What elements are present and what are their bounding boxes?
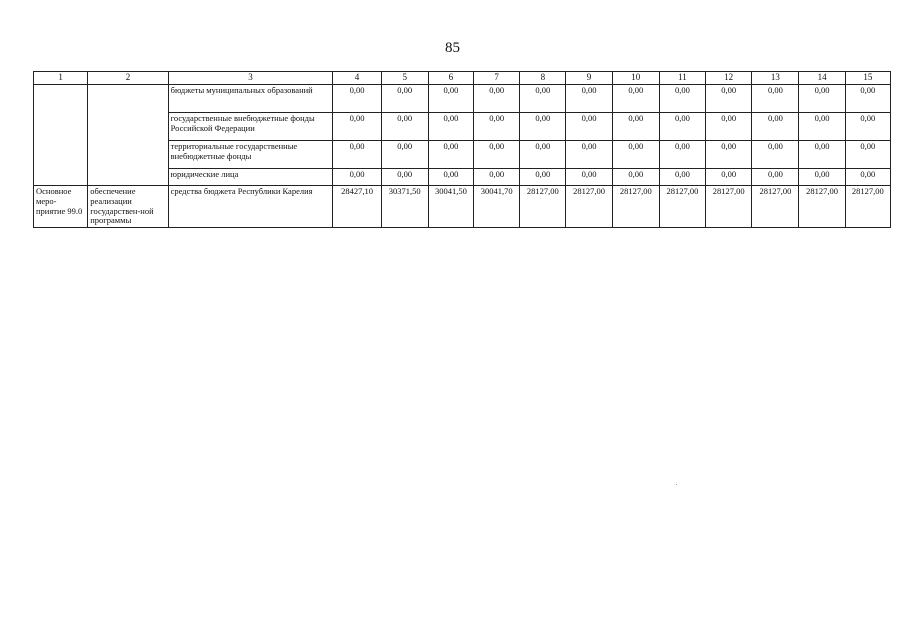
value-cell: 0,00	[520, 85, 566, 113]
header-cell: 1	[34, 72, 88, 85]
value-cell: 0,00	[659, 85, 705, 113]
value-cell: 0,00	[706, 85, 752, 113]
value-cell: 0,00	[845, 169, 890, 186]
value-cell: 0,00	[566, 141, 612, 169]
header-cell: 2	[88, 72, 168, 85]
value-cell: 0,00	[333, 85, 381, 113]
value-cell: 0,00	[474, 113, 520, 141]
value-cell: 30371,50	[381, 186, 428, 228]
value-cell: 0,00	[612, 113, 659, 141]
value-cell: 0,00	[474, 169, 520, 186]
value-cell: 0,00	[845, 141, 890, 169]
header-row	[34, 72, 891, 85]
value-cell: 0,00	[566, 113, 612, 141]
value-cell: 0,00	[381, 169, 428, 186]
table-row	[34, 186, 891, 228]
value-cell: 0,00	[381, 113, 428, 141]
value-cell: 0,00	[474, 85, 520, 113]
value-cell: 0,00	[706, 169, 752, 186]
header-cell: 10	[612, 72, 659, 85]
value-cell: 0,00	[428, 141, 473, 169]
value-cell: 30041,50	[428, 186, 473, 228]
header-cell: 7	[474, 72, 520, 85]
value-cell: 0,00	[520, 141, 566, 169]
value-cell: 28127,00	[659, 186, 705, 228]
activity-description: обеспечение реализации государствен-ной программы	[88, 186, 168, 228]
header-cell: 11	[659, 72, 705, 85]
page-number: 85	[445, 40, 460, 56]
value-cell: 28127,00	[752, 186, 799, 228]
funding-source-label: территориальные государственные внебюджетные фонды	[168, 141, 333, 169]
funding-source-label: государственные внебюджетные фонды Российской Федерации	[168, 113, 333, 141]
funding-source-label: средства бюджета Республики Карелия	[168, 186, 333, 228]
value-cell: 0,00	[428, 85, 473, 113]
value-cell: 28127,00	[845, 186, 890, 228]
header-cell: 3	[168, 72, 333, 85]
value-cell: 0,00	[520, 113, 566, 141]
value-cell: 0,00	[752, 85, 799, 113]
header-cell: 5	[381, 72, 428, 85]
value-cell: 0,00	[659, 141, 705, 169]
value-cell: 0,00	[428, 113, 473, 141]
funding-source-label: бюджеты муниципальных образований	[168, 85, 333, 113]
value-cell: 0,00	[799, 169, 845, 186]
value-cell: 0,00	[752, 169, 799, 186]
value-cell: 0,00	[659, 169, 705, 186]
header-cell: 13	[752, 72, 799, 85]
value-cell: 0,00	[845, 113, 890, 141]
value-cell: 0,00	[612, 141, 659, 169]
value-cell: 0,00	[845, 85, 890, 113]
value-cell: 0,00	[428, 169, 473, 186]
value-cell: 0,00	[520, 169, 566, 186]
value-cell: 0,00	[752, 113, 799, 141]
header-cell: 12	[706, 72, 752, 85]
value-cell: 0,00	[333, 141, 381, 169]
value-cell: 28127,00	[706, 186, 752, 228]
value-cell: 0,00	[381, 141, 428, 169]
header-cell: 9	[566, 72, 612, 85]
header-cell: 6	[428, 72, 473, 85]
empty-cell	[34, 85, 88, 186]
value-cell: 28127,00	[520, 186, 566, 228]
value-cell: 0,00	[612, 169, 659, 186]
value-cell: 0,00	[474, 141, 520, 169]
funding-source-label: юридические лица	[168, 169, 333, 186]
value-cell: 0,00	[799, 141, 845, 169]
value-cell: 0,00	[333, 169, 381, 186]
value-cell: 28127,00	[799, 186, 845, 228]
value-cell: 28427,10	[333, 186, 381, 228]
value-cell: 0,00	[612, 85, 659, 113]
empty-cell	[88, 85, 168, 186]
value-cell: 0,00	[566, 169, 612, 186]
value-cell: 0,00	[566, 85, 612, 113]
value-cell: 30041,70	[474, 186, 520, 228]
activity-name: Основное меро-приятие 99.0	[34, 186, 88, 228]
table-row	[34, 85, 891, 113]
value-cell: 0,00	[706, 141, 752, 169]
budget-table	[33, 71, 891, 228]
value-cell: 28127,00	[612, 186, 659, 228]
header-cell: 4	[333, 72, 381, 85]
header-cell: 14	[799, 72, 845, 85]
value-cell: 0,00	[659, 113, 705, 141]
value-cell: 0,00	[799, 113, 845, 141]
header-cell: 8	[520, 72, 566, 85]
value-cell: 0,00	[381, 85, 428, 113]
value-cell: 0,00	[706, 113, 752, 141]
value-cell: 28127,00	[566, 186, 612, 228]
value-cell: 0,00	[333, 113, 381, 141]
scan-speck	[676, 484, 677, 485]
value-cell: 0,00	[752, 141, 799, 169]
header-cell: 15	[845, 72, 890, 85]
value-cell: 0,00	[799, 85, 845, 113]
